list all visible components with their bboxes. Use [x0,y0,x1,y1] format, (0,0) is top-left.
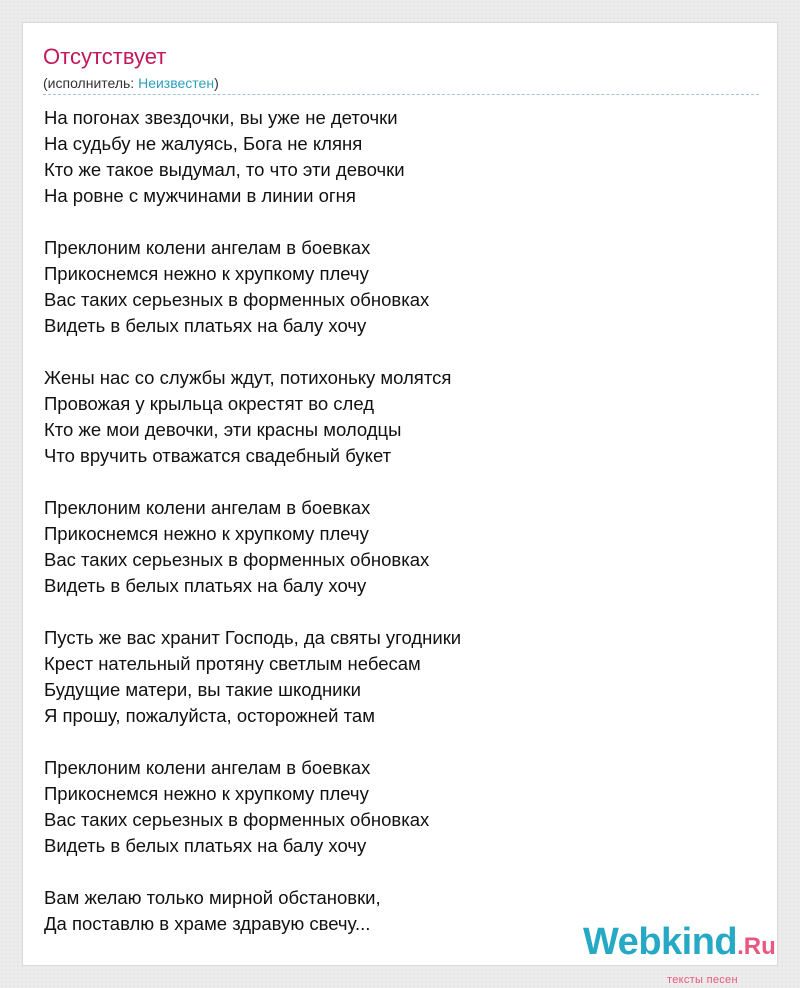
lyric-line: Кто же такое выдумал, то что эти девочки [44,159,405,180]
lyric-line: Преклоним колени ангелам в боевках [44,757,371,778]
lyric-line: Что вручить отважатся свадебный букет [44,445,392,466]
lyrics-stanza [44,105,744,209]
lyric-line: Я прошу, пожалуйста, осторожней там [44,705,375,726]
lyric-line: Вас таких серьезных в форменных обновках [44,809,430,830]
lyric-line: Будущие матери, вы такие шкодники [44,679,361,700]
performer-prefix: (исполнитель: [43,75,139,91]
lyric-line: Вам желаю только мирной обстановки, [44,887,381,908]
lyric-line: На судьбу не жалуясь, Бога не кляня [44,133,363,154]
lyrics-text [44,105,744,963]
lyrics-stanza [44,625,744,729]
lyric-line: Пусть же вас хранит Господь, да святы угодники [44,627,462,648]
lyrics-stanza [44,365,744,469]
lyric-line: Крест нательный протяну светлым небесам [44,653,421,674]
site-logo[interactable] [583,920,783,986]
title-divider [43,94,759,95]
lyric-line: Кто же мои девочки, эти красны молодцы [44,419,402,440]
lyric-line: Прикоснемся нежно к хрупкому плечу [44,263,369,284]
performer-link[interactable]: Неизвестен [138,75,215,91]
lyrics-stanza [44,235,744,339]
lyric-line: Вас таких серьезных в форменных обновках [44,289,430,310]
lyric-line: На ровне с мужчинами в линии огня [44,185,356,206]
lyric-line: Провожая у крыльца окрестят во след [44,393,375,414]
performer-suffix: ) [214,75,219,91]
lyric-line: Преклоним колени ангелам в боевках [44,237,371,258]
lyric-line: Преклоним колени ангелам в боевках [44,497,371,518]
performer-line [43,74,219,92]
lyric-line: Видеть в белых платьях на балу хочу [44,835,367,856]
song-title: Отсутствует [43,44,167,69]
lyric-line: Прикоснемся нежно к хрупкому плечу [44,523,369,544]
lyrics-stanza [44,495,744,599]
logo-main-text: Webkind [583,921,738,963]
logo-tagline: тексты песен [667,974,738,986]
lyric-line: Вас таких серьезных в форменных обновках [44,549,430,570]
lyric-line: Видеть в белых платьях на балу хочу [44,575,367,596]
lyric-line: Жены нас со службы ждут, потихоньку молятся [44,367,452,388]
lyric-line: Прикоснемся нежно к хрупкому плечу [44,783,369,804]
logo-wordmark [583,920,776,969]
lyric-line: На погонах звездочки, вы уже не деточки [44,107,398,128]
lyric-line: Видеть в белых платьях на балу хочу [44,315,367,336]
lyrics-stanza [44,755,744,859]
lyric-line: Да поставлю в храме здравую свечу... [44,913,371,934]
logo-domain-suffix: .Ru [737,933,776,960]
lyrics-card [22,22,778,986]
